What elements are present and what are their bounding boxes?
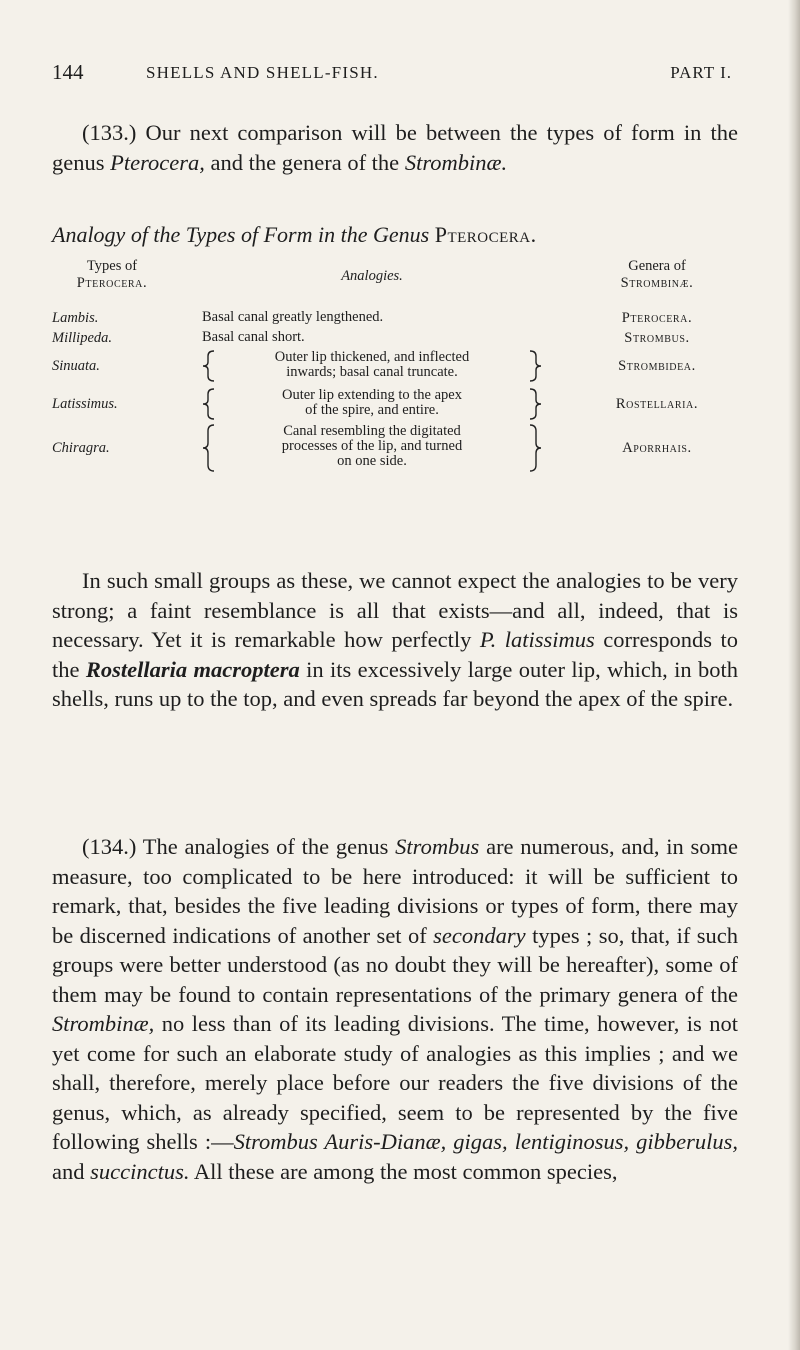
italic-run: Pterocera, — [110, 149, 205, 175]
genus-cell: Strombus. — [624, 330, 690, 346]
left-brace-icon — [202, 350, 216, 382]
analogy-cell: Basal canal greatly lengthened. — [202, 309, 384, 325]
left-brace-icon — [202, 424, 216, 472]
text-run: Our next comparison will be between the types of form in the genus — [52, 120, 738, 175]
analogy-line: Outer lip extending to the apex — [282, 387, 462, 403]
right-brace-icon — [528, 424, 542, 472]
italic-run: succinctus. — [90, 1158, 190, 1184]
header-line: Genera of — [628, 258, 686, 274]
text-run: no less than of its leading divisions. The time, however, is not yet come for such an elaborate study of analogies as this implies ; and we shall, therefore, merely place before our readers the five divisions of the genus, which, as already specified, seem to be represented by the five following shells :— — [52, 1011, 738, 1154]
genus-cell: Rostellaria. — [615, 396, 699, 412]
type-cell: Sinuata. — [52, 358, 100, 374]
italic-run: Strombinæ. — [404, 149, 508, 175]
analogy-text — [224, 388, 520, 418]
col-header-types — [52, 258, 172, 292]
type-cell: Lambis. — [52, 310, 99, 326]
genus-cell: Pterocera. — [621, 310, 693, 326]
bold-italic-run: Rostellaria macroptera — [85, 656, 300, 682]
italic-run: secondary — [433, 922, 526, 948]
type-cell: Chiragra. — [52, 440, 110, 456]
analogy-table — [52, 258, 742, 548]
type-cell: Latissimus. — [52, 396, 118, 412]
analogy-line: Outer lip thickened, and inflected — [274, 349, 470, 365]
text-run: in its excessively large outer lip, which, in both shells, runs up to the top, and even spreads far beyond the apex of the spire. — [52, 656, 738, 711]
header-line: Types of — [86, 258, 138, 274]
part-label: PART I. — [670, 63, 732, 82]
section-number: (134.) — [82, 834, 137, 859]
text-run: types ; so, that, if such groups were better understood (as no doubt they will be hereafter), some of them may be found to contain representations of the primary genera of the — [52, 922, 738, 1007]
analogy-line: processes of the lip, and turned — [281, 438, 463, 454]
analogy-text — [224, 424, 520, 469]
col-header-analogies: Analogies. — [341, 268, 403, 284]
text-run: In such small groups as these, we cannot expect the analogies to be very strong; a faint resemblance is all that exists—and all, indeed, that is necessary. Yet it is remarkable how perfectly — [52, 568, 738, 652]
text-run: The analogies of the genus — [136, 834, 396, 859]
right-brace-icon — [528, 388, 542, 420]
heading-genus: Pterocera. — [434, 222, 537, 247]
body-paragraph — [52, 832, 738, 1186]
header-line: Pterocera. — [76, 275, 148, 291]
heading-italic: Analogy of the Types of Form in the Genus — [52, 222, 435, 247]
table-heading — [52, 222, 742, 248]
italic-run: Strombinæ, — [52, 1011, 155, 1036]
italic-run: P. latissimus — [479, 627, 595, 652]
genus-cell: Aporrhais. — [622, 440, 692, 456]
intro-paragraph — [52, 118, 738, 177]
analogy-line: on one side. — [337, 453, 407, 469]
col-header-genera — [572, 258, 742, 292]
page-number: 144 — [52, 60, 84, 84]
text-run: and the genera of the — [204, 149, 405, 175]
running-header — [52, 60, 732, 86]
genus-cell: Strombidea. — [618, 358, 696, 374]
italic-run: Strombus Auris-Dianæ, gigas, lentiginosus, gibberulus, — [233, 1129, 739, 1154]
header-line: Strombinæ. — [620, 275, 694, 291]
analogy-text — [224, 350, 520, 380]
text-run: are numerous, and, in some measure, too complicated to be here introduced: it will be sufficient to remark, that, besides the five leading divisions or types of form, there may be discerned indications of another set of — [52, 834, 739, 948]
left-brace-icon — [202, 388, 216, 420]
body-paragraph — [52, 566, 738, 714]
analogy-line: inwards; basal canal truncate. — [286, 364, 458, 380]
analogy-cell: Basal canal short. — [202, 329, 305, 345]
right-brace-icon — [528, 350, 542, 382]
type-cell: Millipeda. — [52, 330, 113, 346]
italic-run: Strombus — [395, 834, 480, 859]
section-number: (133.) — [82, 120, 137, 145]
analogy-line: Canal resembling the digitated — [283, 423, 461, 439]
page-edge-shadow — [788, 0, 800, 1350]
text-run: All these are among the most common species, — [189, 1158, 618, 1184]
running-title: SHELLS AND SHELL-FISH. — [146, 63, 379, 82]
analogy-line: of the spire, and entire. — [305, 402, 439, 418]
text-run: and — [52, 1158, 91, 1184]
text-run: corresponds to the — [52, 627, 738, 682]
